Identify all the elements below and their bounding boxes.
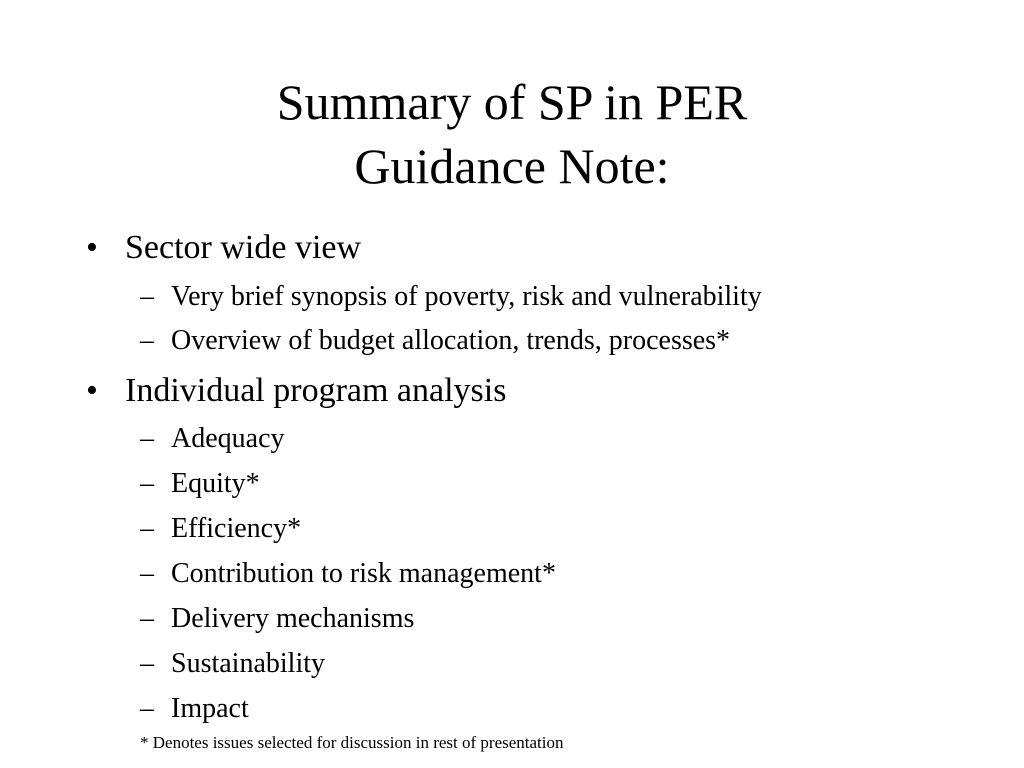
- dash-marker: –: [140, 558, 154, 589]
- bullet-marker: •: [86, 372, 98, 409]
- footnote: * Denotes issues selected for discussion in rest of presentation: [140, 733, 564, 752]
- sub-bullet-text: Efficiency*: [171, 513, 302, 544]
- dash-marker: –: [140, 281, 154, 312]
- sub-bullet-text: Overview of budget allocation, trends, processes*: [171, 325, 731, 356]
- slide-title-line-2: Guidance Note:: [354, 138, 670, 194]
- dash-marker: –: [140, 423, 154, 454]
- sub-bullet-text: Adequacy: [171, 423, 285, 454]
- bullet-text: Individual program analysis: [125, 372, 507, 409]
- sub-bullet-text: Delivery mechanisms: [171, 603, 415, 634]
- bullet-marker: •: [86, 229, 98, 266]
- bullet-text: Sector wide view: [125, 229, 362, 266]
- slide-title: [0, 70, 1024, 198]
- sub-bullet-text: Contribution to risk management*: [171, 558, 556, 589]
- dash-marker: –: [140, 513, 154, 544]
- sub-bullet-text: Very brief synopsis of poverty, risk and vulnerability: [171, 281, 762, 312]
- dash-marker: –: [140, 648, 154, 679]
- dash-marker: –: [140, 693, 154, 724]
- dash-marker: –: [140, 468, 154, 499]
- dash-marker: –: [140, 325, 154, 356]
- dash-marker: –: [140, 603, 154, 634]
- sub-bullet-text: Equity*: [171, 468, 260, 499]
- sub-bullet-text: Impact: [171, 693, 249, 724]
- slide-title-line-1: Summary of SP in PER: [276, 74, 748, 130]
- sub-bullet-text: Sustainability: [171, 648, 325, 679]
